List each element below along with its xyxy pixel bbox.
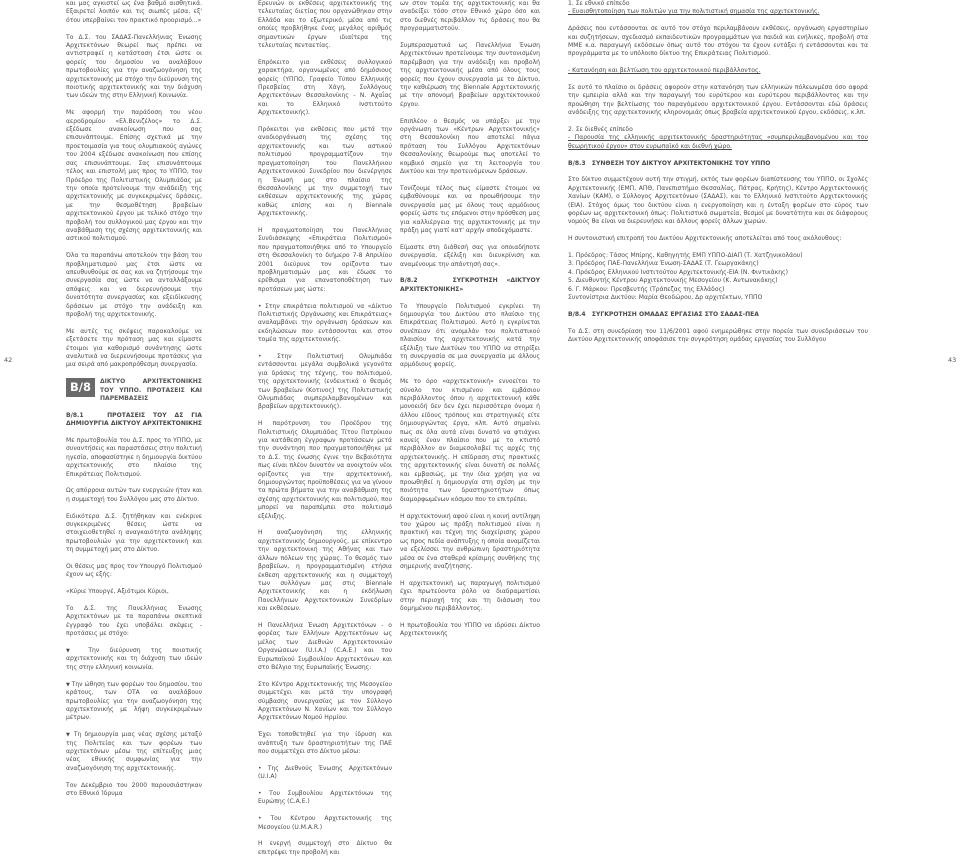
subsection-heading: B/8.1 ΠΡΟΤΑΣΕΙΣ ΤΟΥ ΔΣ ΓΙΑ ΔΗΜΙΟΥΡΓΙΑ ΔΙΚΤΥΟΥ ΑΡΧΙΤΕΚΤΟΝΙΚΗΣ (66, 411, 203, 428)
committee-member: 5. Διευθυντής Κέντρου Αρχιτεκτονικής Μεσογείου (Κ. Αντωνακάκης) (568, 277, 778, 285)
paragraph: Οι θέσεις μας προς τον Υπουργό Πολιτισμού έχουν ως εξής: (66, 563, 202, 579)
paragraph: Η συντονιστική επιτροπή του Δικτύου Αρχιτεκτονικής αποτελείται από τους ακόλουθους: (568, 235, 842, 243)
paragraph: Η πρωτοβουλία του ΥΠΠΟ να ιδρύσει Δίκτυο Αρχιτεκτονικής (400, 621, 540, 638)
paragraph: Η Πανελλήνια Ένωση Αρχιτεκτόνων - ο φορέας των Ελλήνων Αρχιτεκτόνων ως μέλος των Διεθνών Αρχιτεκτονικών Οργανώσεων (U.I.A.) (C.A.E.) και του Ευρωπαϊκού Συμβουλίου Αρχιτεκτόνων και στο Βέλγιο της Ευρωπαϊκής Ένωσης: (258, 621, 392, 671)
committee-member: 4. Πρόεδρος Ελληνικού Ινστιτούτου Αρχιτεκτονικής-ΕΙΑ (Ν. Φιντικάκης) (568, 268, 788, 276)
paragraph: ων στον τομέα της αρχιτεκτονικής και θα αναδείξει τόσο στον Εθνικό χώρο όσο και στο διεθνές περιβάλλον τις δράσεις που θα προγραμματιστούν. (400, 0, 540, 33)
paragraph: και μας αγκιστεί ως ένα βαθμό αισθητικά. Εξαιρετεί λοιπόν και τις σιωπές μέσα, εξ' ότου υπερβαίνει τον πρακτικό προορισμό...» (66, 0, 202, 24)
paragraph: Το Δ.Σ. της Πανελλήνιας Ένωσης Αρχιτεκτόνων με τα παραπάνω σκεπτικά έγγραφό του έχει υποβάλει σκέψεις - προτάσεις με στόχο: (66, 605, 202, 638)
paragraph: Στο δίκτυο συμμετέχουν αυτή την στιγμή, εκτός των φορέων διαπίστευσης του ΥΠΠΟ, οι Σχολές Αρχιτεκτονικής (ΕΜΠ, ΑΠΘ, Πανεπιστήμιο Θεσσαλίας, Πάτρας, Κρήτης), Κέντρο Αρχιτεκτονικής Χανίων (ΚΑΜ), ο Σύλλογος Αρχιτεκτόνων (ΣΑΔΑΣ), και το Ελληνικό Ινστιτούτο Αρχιτεκτονικής (ΕΙΑ). Στόχος όμως του δικτύου είναι η ενεργοποίηση και η ένταξη φορέων στο εύρος των φορέων ως αρχιτεκτονική όπως: Πολιτιστικά σωματεία, θεσμοί με δυνατότητα και σε διάφορους νομούς θα είναι να διερευνήσει και άλλους φορείς άλλων χωρών. (568, 176, 868, 226)
paragraph: Το Δ.Σ. στη συνεδρίαση του 11/6/2001 αφού ενημερώθηκε στην πορεία των συνεδριάσεων του Δικτύου Αρχιτεκτονικής αποφάσισε την συγκρότηση ομάδας εργασίας του Συλλόγου (568, 327, 868, 344)
section-header (66, 378, 202, 403)
paragraph: Με πρωτοβουλία του Δ.Σ. προς το ΥΠΠΟ, με συναντήσεις και παραστάσεις στην πολιτική ηγεσία, αποφασίστηκε η δημιουργία δικτύου αρχιτεκτονικής στο πλαίσιο της Επικράτειας Πολιτισμού. (66, 437, 202, 478)
list-item: • Της Διεθνούς Ένωσης Αρχιτεκτόνων (U.I.A) (258, 764, 392, 781)
section-title: ΔΙΚΤΥΟ ΑΡΧΙΤΕΚΤΟΝΙΚΗΣ ΤΟΥ ΥΠΠΟ. ΠΡΟΤΑΣΕΙΣ ΚΑΙ ΠΑΡΕΜΒΑΣΕΙΣ (99, 378, 202, 403)
committee-member: 3. Πρόεδρος ΠΑΕ-Πανελλήνια Ένωση-ΣΑΔΑΣ (Τ. Γεωργακάκης) (568, 260, 759, 268)
bullet-item: ▼ Τη δημιουργία μιας νέας σχέσης μεταξύ της Πολιτείας και των φορέων των αρχιτεκτόνων μέσω της επίτευξης μιας νέας εθνικής συμφωνίας για την αναζωογόνηση της αρχιτεκτονικής. (66, 731, 202, 773)
list-item: • Του Κέντρου Αρχιτεκτονικής της Μεσογείου (U.M.A.R.) (258, 815, 392, 831)
paragraph: Επιπλέον ο θεσμός να υπάρξει με την οργάνωση των «Κέντρων Αρχιτεκτονικής» στη Θεσσαλονίκη που αποτελεί πάγια πρόταση του Συλλόγου Αρχιτεκτόνων Θεσσαλονίκης θεωρούμε πως αποτελεί το κομβικό σημείο για τη λειτουργία του Δικτύου και την προτεινόμενων δράσεων. (400, 117, 540, 176)
paragraph: Ερευνών οι εκθέσεις αρχιτεκτονικής της τελευταίας διετίας που οργανώθηκαν στην Ελλάδα και το εξωτερικό, μέσα από τις οποίες προβλήθηκε ένας μεγάλος αριθμός σημαντικών έργων ιδιαίτερα της τελευταίας πενταετίας. (258, 0, 392, 50)
subsection-heading: B/8.3 ΣΥΝΘΕΣΗ ΤΟΥ ΔΙΚΤΥΟΥ ΑΡΧΙΤΕΚΤΟΝΙΚΗΣ ΤΟΥ ΥΠΠΟ (568, 159, 771, 167)
page-number-left: 42 (4, 356, 13, 364)
paragraph: Συμπερασματικά ως Πανελλήνια Ένωση Αρχιτεκτόνων προτείνουμε την συντονισμένη παρέμβαση για την ανάδειξη και προβολή της αρχιτεκτονικής μέσα από όλους τους φορείς που έχουν συνεργασία με το Δίκτυο, την καθιέρωση της Biennale Αρχιτεκτονικής με την απονομή βραβείων αρχιτεκτονικού έργου. (400, 42, 540, 108)
paragraph: Τον Δεκέμβριο του 2000 παρουσιάστηκαν στο Εθνικό Ίδρυμα (66, 781, 202, 797)
list-item: • Του Συμβουλίου Αρχιτεκτόνων της Ευρώπης (C.A.E.) (258, 790, 392, 806)
paragraph: Έχει τοποθετηθεί για την ίδρυση και ανάπτυξη των δραστηριοτήτων της ΠΑΕ που συμμετέχει στο Δίκτυο μέσω: (258, 731, 392, 755)
committee-member: 6. Γ. Μάρκου: Πρεσβευτής (Τράπεζας της Ελλάδος) (568, 285, 725, 293)
section-badge: B/8 (66, 378, 95, 397)
paragraph: Η αρχιτεκτονική ως παραγωγή πολιτισμού έχει πρωτεύοντα ρόλο να διαδραματίσει στην περιοχή της και τη διάσωση του δομημένου περιβάλλοντος. (400, 579, 540, 613)
objective-heading: - Κατανόηση και βελτίωση του αρχιτεκτονικού περιβάλλοντος. (568, 67, 761, 75)
paragraph: Ειδικότερα Δ.Σ. ζητήθηκαν και ενέκρινε συγκεκριμένες θέσεις ώστε να στοιχειοθετηθεί η αναγκαιότητα ανάληψης πρωτοβουλιών για την αρχιτεκτονική και τη συμμετοχή μας στο Δίκτυο. (66, 512, 202, 554)
paragraph: Τονίζουμε τέλος πως είμαστε έτοιμοι να εμβαθύνουμε και να προωθήσουμε την συνεργασία μας με όλους τους αρμόδιους φορείς ώστε τις επόμενοι στην πρόσθεση μας για καλλιέργεια της αρχιτεκτονικής με την πράξη μας γιατί κατ' αρχήν αποδεχόμαστε. (400, 184, 540, 234)
paragraph: Είμαστε στη διάθεσή σας για οποιαδήποτε συνεργασία, εξέλιξη και διευκρίνιση και αναμένουμε την απάντησή σας». (400, 243, 540, 268)
paragraph: Ως απόρροια αυτών των ενεργειών ήταν και η συμμετοχή του Συλλόγου μας στο Δίκτυο. (66, 487, 202, 503)
bullet-item: • Στην επικράτεια πολιτισμού να «Δίκτυο Πολιτιστικής Οργάνωσης και Επικράτειας» αναλαμβάνει την οργάνωση δράσεων και εκδηλώσεων που εντάσσονται και στον τομέα της αρχιτεκτονικής. (258, 302, 392, 344)
paragraph: Δράσεις που εντάσσονται σε αυτό τον στόχο περιλαμβάνουν εκθέσεις, οργάνωση εργαστηρίων και συζητήσεων, σχεδιασμό εκπαιδευτικών προγραμμάτων για παιδιά και ενήλικες, προβολή στα ΜΜΕ κ.α. παραγωγή εκδόσεων όπως αυτό του στόχου τα έχουν εντάξει ή εντάσσονται και τα προγράμματα με το υπόλοιπο δίκτυο της Επικράτειας Πολιτισμού. (568, 25, 868, 58)
text-column-2 (258, 0, 392, 856)
paragraph: Η αναζωογόνηση της ελληνικής αρχιτεκτονικής δημιουργούς, με επίκεντρο την αρχιτεκτονική της Αθήνας και των άλλων πόλεων της χώρας. Το θεσμός των βραβείων, η προγραμματισμένη ετήσια έκθεση αρχιτεκτονικής και η συμμετοχή των συλλόγων μας στις Biennale Αρχιτεκτονικής και η εκδήλωση Πανελλήνιων Αρχιτεκτονικών Συνεδρίων και εκθέσεων. (258, 529, 392, 613)
objective-heading: - Παρουσία της ελληνικής αρχιτεκτονικής δραστηριότητας «συμπεριλαμβανομένου και του θεωρητικού έργου» στον ευρωπαϊκό και διεθνή χώρο. (568, 134, 868, 150)
paragraph: Η ενεργή συμμετοχή στο Δίκτυο θα επιτρέψει την προβολή και (258, 840, 392, 856)
text-column-4 (568, 0, 868, 622)
bullet-item: ▼ Την ώθηση των φορέων του δημοσίου, του κράτους, των ΟΤΑ να αναλάβουν πρωτοβουλίες για την αναζωογόνηση της αρχιτεκτονικής με λήψη συγκεκριμένων μέτρων. (66, 681, 202, 723)
paragraph: Επρόκειτο για εκθέσεις συλλογικού χαρακτήρα, οργανωμένες από δημόσιους φορείς (ΥΠΠΟ, Γραφείο Τύπου Ελληνικής Πρεσβείας στη Χάγη, Συλλόγους Αρχιτεκτόνων Θεσσαλονίκης - Ν. Αχαΐας και το Ελληνικό Ινστιτούτο Αρχιτεκτονικής). (258, 58, 392, 117)
paragraph: Όλα τα παραπάνω αποτελούν την βάση του προβληματισμού μας έτσι ώστε να απευθυνθούμε σε σας και να ζητήσουμε την συνεργασία σας ώστε να ανταλλάξουμε απόψεις και να διερευνήσουμε την δυνατότητα συνεργασίας και εξειδίκευσης δράσεων με στόχο την ανάδειξη και προβολή της αρχιτεκτονικής. (66, 252, 202, 318)
paragraph: «Κύριε Υπουργέ, Αξιότιμοι Κύριοι, (66, 588, 169, 596)
paragraph: Η αρχιτεκτονική αφού είναι η κοινή αντίληψη του χώρου ως πράξη πολιτισμού είναι η πρακτική και τέχνη της διαχείρισης χώρου ως προς πεδία ανάπτυξης η οποία αναμίζεται να εξελίσσει την ανθρώπινη δραστηριότητα μέσα σε ένα σταθερά κρίσιμης συνθήκης της σημερινής αναζήτησης. (400, 512, 540, 571)
paragraph: Η παρότρυνση του Προέδρου της Πολιτιστικής Ολυμπιάδας Τίτου Πατρίκιου για κατάθεση έγγραφων προτάσεων μετά την συνάντηση που πραγματοποιήθηκε με το Δ.Σ. της ένωσης έγινε την Βεβαιότητα πως είναι πλέον δυνατόν να ανοιχτούν νέοι ορίζοντες για την αρχιτεκτονική, δημιουργώντας προϋποθέσεις για να γίνουν τα πρώτα βήματα για την αναβάθμιση της σχέσης αρχιτεκτονικής και πολιτισμού, που μπορεί να παραπέμπει στο πολιτισμό εξέλιξης. (258, 420, 392, 520)
bullet-item: • Στην Πολιτιστική Ολυμπιάδα εντάσσονται μεγάλα συμβολικά γεγονότα για δράσεις της τέχνης, του πολιτισμού, της αρχιτεκτονικής (ενδεικτικά ο θεσμός των βραβείων (Κοτινος) της Πολιτιστικής Ολυμπιάδας συμπεριλαμβανομένων και βραβείων αρχιτεκτονικής). (258, 352, 392, 411)
paragraph: Το Δ.Σ. του ΣΑΔΑΣ-Πανελλήνιας Ένωσης Αρχιτεκτόνων θεωρεί πως πρέπει να αντιστραφεί η κατάσταση έτσι ώστε οι φορείς του δημοσίου να αναλάβουν πρωτοβουλίες για την αναζωογόνηση της αρχιτεκτονικής με στόχο την διεύρυνση της ποιοτικής αρχιτεκτονικής και την διάχυση των ιδεών της στην Ελληνική Κοινωνία. (66, 33, 202, 100)
subsection-heading: B/8.4 ΣΥΓΚΡΟΤΗΣΗ ΟΜΑΔΑΣ ΕΡΓΑΣΙΑΣ ΣΤΟ ΣΑΔΑΣ-ΠΕΑ (568, 310, 759, 318)
paragraph: Σε αυτό το πλαίσιο οι δράσεις αφορούν στην κατανόηση των ελληνικών πόλεωνμέσα όσο αφορά την εμπειρία αλλά και την παραγωγή του ευρύτερου και ευρύτερου περιβάλλοντος και την προώθηση την βελτίωσης του παραγόμενου αρχιτεκτονικού έργου. Εντάσσονται εδώ δράσεις ανάδειξης της αρχιτεκτονικής κληρονομιάς όπως βραβεία αρχιτεκτονικού έργου, εκδόσεις, κ.λπ. (568, 84, 868, 117)
paragraph: Με αφορμή την παράδοση του νέου αεροδρομίου «Ελ.Βενιζέλος» το Δ.Σ. εξέδωσε ανακοίνωση που σας επισυνάπτουμε. Επίσης σχετικά με την προετοιμασία για τους ολυμπιακούς αγώνες του 2004 εξέδωσε ανακοίνωση που επίσης σας επισυνάπτουμε. Σας επισυνάπτουμε τέλος και επιστολή μας προς το ΥΠΠΟ, τον Πρόεδρο της Πολιτιστικής Ολυμπιάδας με την οποία προτείνουμε την ανάδειξη της αρχιτεκτονικής με συγκεκριμένες δράσεις, με την θεσμοθέτηση βραβείων αρχιτεκτονικού έργου με τελικό στόχο την προβολή του συλλογικού μας έργου και την αναβάθμιση της σχέσης αρχιτεκτονικής και αστικού πολιτισμού. (66, 109, 202, 243)
paragraph: Με αυτές τις σκέψεις παρακαλούμε να εξετάσετε την πρόταση μας και είμαστε έτοιμοι για καθορισμό συνάντησης ώστε αναλυτικά να διερευνήσουμε προτάσεις για μια σειρά από μακροπρόθεσμη συνεργασία. (66, 327, 202, 369)
committee-member: 1. Πρόεδρος: Τάσος Μπίρης, Καθηγητής ΕΜΠ ΥΠΠΟ-ΔΙΑΠ (Τ. Χατζηνικολάου) (568, 252, 803, 260)
committee-member: Συντονίστρια Δικτύου: Μαρία Θεοδώρου, Δρ αρχιτέκτων, ΥΠΠΟ (568, 294, 763, 302)
paragraph: Η πραγματοποίηση του Πανελλήνιας Συνδιάσκεψης «Επικράτεια Πολιτισμού» που πραγματοποιήθηκε από το Υπουργείο στη Θεσσαλονίκη το διήμερο 7-8 Απριλίου 2001 διεύρυνε τον ορίζοντα των προβληματισμών μας και έδωσε το ερέθισμα για επανατοποθέτηση των προτάσεων μας ώστε: (258, 226, 392, 293)
numbered-heading: 1. Σε εθνικό επίπεδο (568, 0, 630, 7)
paragraph: Το Υπουργείο Πολιτισμού εγκρίνει τη δημιουργία του Δικτύου στο πλαίσιο της Επικράτειας Πολιτισμού. Αυτό η εγκρίνεται συνέπειαν ότι ανομιλάν του πολιτιστικού πλαισίου της αρχιτεκτονικής κατά την εξέλιξη των Δικτύων του ΥΠΠΟ να στηρίξει τη συνεργασία σε μια συνεργασία με άλλους αρμόδιους φορείς. (400, 302, 540, 369)
objective-heading: - Ευαισθητοποίηση των πολιτών για την πολιτιστική σημασία της αρχιτεκτονικής. (568, 8, 820, 16)
paragraph: Στο Κέντρο Αρχιτεκτονικής της Μεσογείου συμμετέχει και μετά την υπογραφή σύμβασης συνεργασίας με τον Σύλλογο Αρχιτεκτόνων Ν. Χανίων και τον Σύλλογο Αρχιτεκτόνων Νομού Ηρμίου. (258, 680, 392, 722)
numbered-heading: 2. Σε διεθνές επίπεδο (568, 126, 633, 134)
bullet-item: ▼ Την διεύρυνση της ποιοτικής αρχιτεκτονικής και τη διάχυση των ιδεών της στην ελληνική κοινωνία. (66, 647, 202, 672)
paragraph: Πρόκειται για εκθέσεις που μετά την αναδιοργάνωση της σχέσης της αρχιτεκτονικής και των αστικού πολιτισμού προγραμματίζουν την πραγματοποίηση του Πανελλήνιου Αρχιτεκτονικού Συνεδρίου που διενέργησε η Ένωσή μας στο πλαίσιο της Θεσσαλονίκης με την συμμετοχή των εκθέσεων αρχιτεκτονικής της χώρας καθώς επίσης και η Biennale Αρχιτεκτονικής. (258, 126, 392, 218)
subsection-heading: B/8.2 ΣΥΓΚΡΟΤΗΣΗ «ΔΙΚΤΥΟΥ ΑΡΧΙΤΕΚΤΟΝΙΚΗΣ» (400, 277, 540, 293)
paragraph: Με το όρο «αρχιτεκτονική» εννοείται το σύνολο του κτισμένου και εμβάσιου περιβάλλοντος όπου η αρχιτεκτονική κάθε μονοειδή δεν δεν έχει περισσότερο όνομα ή άλλου είδους τρόπους και στρατηγικές είτε δημιουργώντας έργα, κλπ. Αυτό σημαίνει πως σε όλα αυτά είναι δυνατό να φτιάχνει κανείς έναν πλαίσιο που με το κτιστό περιβάλλον αν διαμεσολαβεί τις αρχές της αρχιτεκτονικής. Η επίδραση στις πρακτικές της αρχιτεκτονικής είναι δυνατή σε πολλές και εμβασιώς, με την ίδια χρήση για να προωθηθεί η δημιουργία στη σχέση με την ποιότητα των δραστηριοτήτων όπως διαμορφωμένων κόσμου που το επιτρέπει. (400, 378, 540, 503)
page-number-right: 43 (948, 356, 957, 364)
text-column-1 (66, 0, 203, 797)
text-column-3 (400, 0, 540, 638)
